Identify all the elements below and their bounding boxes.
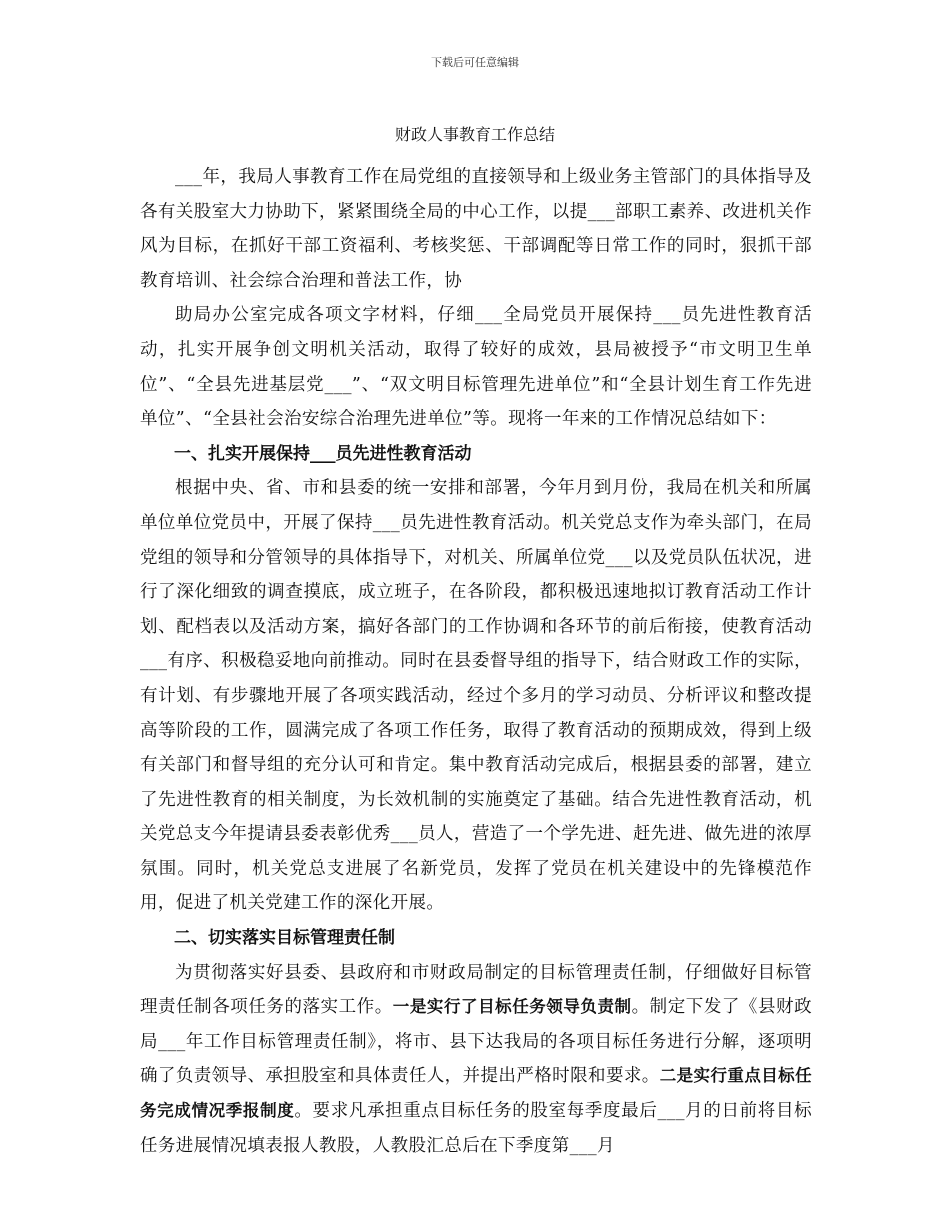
header-note: 下载后可任意编辑 — [431, 56, 519, 69]
document-title: 财政人事教育工作总结 — [394, 125, 555, 144]
paragraph-intro-continued: 助局办公室完成各项文字材料，仔细___全局党员开展保持___员先进性教育活动，扎实开展争创文明机关活动，取得了较好的成效，县局被授予“市文明卫生单位”、“全县先进基层党___”、“双文明目标管理先进单位”和“全县计划生育工作先进单位”、“全县社会治安综合治理先进单位”等。现将一年来的工作情况总结如下： — [140, 305, 812, 430]
paragraph-intro: ___年，我局人事教育工作在局党组的直接领导和上级业务主管部门的具体指导及各有关股室大力协助下，紧紧围绕全局的中心工作，以提___部职工素养、改进机关作风为目标，在抓好干部工资福利、考核奖惩、干部调配等日常工作的同时，狠抓干部教育培训、社会综合治理和普法工作，协 — [140, 167, 812, 291]
document-body — [140, 160, 812, 1163]
paragraph-text: 。要求凡承担重点目标任务的股室每季度最后___月的日前将目标任务进展情况填表报人教股，人教股汇总后在下季度第___月 — [140, 1101, 812, 1156]
section-heading-2: 二、切实落实目标管理责任制 — [174, 928, 395, 949]
paragraph-text: 。制定下发了《县财政局___年工作目标管理责任制》，将市、县下达我局的各项目标任务进行分解，逐项明确了负责领导、承担股室和具体责任人，并提出严格时限和要求。 — [140, 997, 812, 1087]
paragraph-section-1: 根据中央、省、市和县委的统一安排和部署，今年月到月份，我局在机关和所属单位单位党员中，开展了保持___员先进性教育活动。机关党总支作为牵头部门，在局党组的领导和分管领导的具体指导下，对机关、所属单位党___以及党员队伍状况，进行了深化细致的调查摸底，成立班子，在各阶段，都积极迅速地拟订教育活动工作计划、配档表以及活动方案，搞好各部门的工作协调和各环节的前后衔接，使教育活动___有序、积极稳妥地向前推动。同时在县委督导组的指导下，结合财政工作的实际，有计划、有步骤地开展了各项实践活动，经过个多月的学习动员、分析评议和整改提高等阶段的工作，圆满完成了各项工作任务，取得了教育活动的预期成效，得到上级有关部门和督导组的充分认可和肯定。集中教育活动完成后，根据县委的部署，建立了先进性教育的相关制度，为长效机制的实施奠定了基础。结合先进性教育活动，机关党总支今年提请县委表彰优秀___员人，营造了一个学先进、赶先进、做先进的浓厚氛围。同时，机关党总支进展了名新党员，发挥了党员在机关建设中的先锋模范作用，促进了机关党建工作的深化开展。 — [140, 478, 812, 914]
paragraph-text: 为贯彻落实好县委、县政府和市财政局制定的目标管理责任制，仔细做好目标管理责任制各项任务的落实工作。 — [140, 962, 812, 1018]
bold-point-1: 一是实行了目标任务领导负责制 — [392, 997, 632, 1017]
paragraph-section-2 — [140, 956, 812, 1164]
section-heading-1: 一、扎实开展保持___员先进性教育活动 — [174, 443, 472, 464]
bold-point-2: 二是实行重点目标任务完成情况季报制度 — [140, 1066, 812, 1121]
